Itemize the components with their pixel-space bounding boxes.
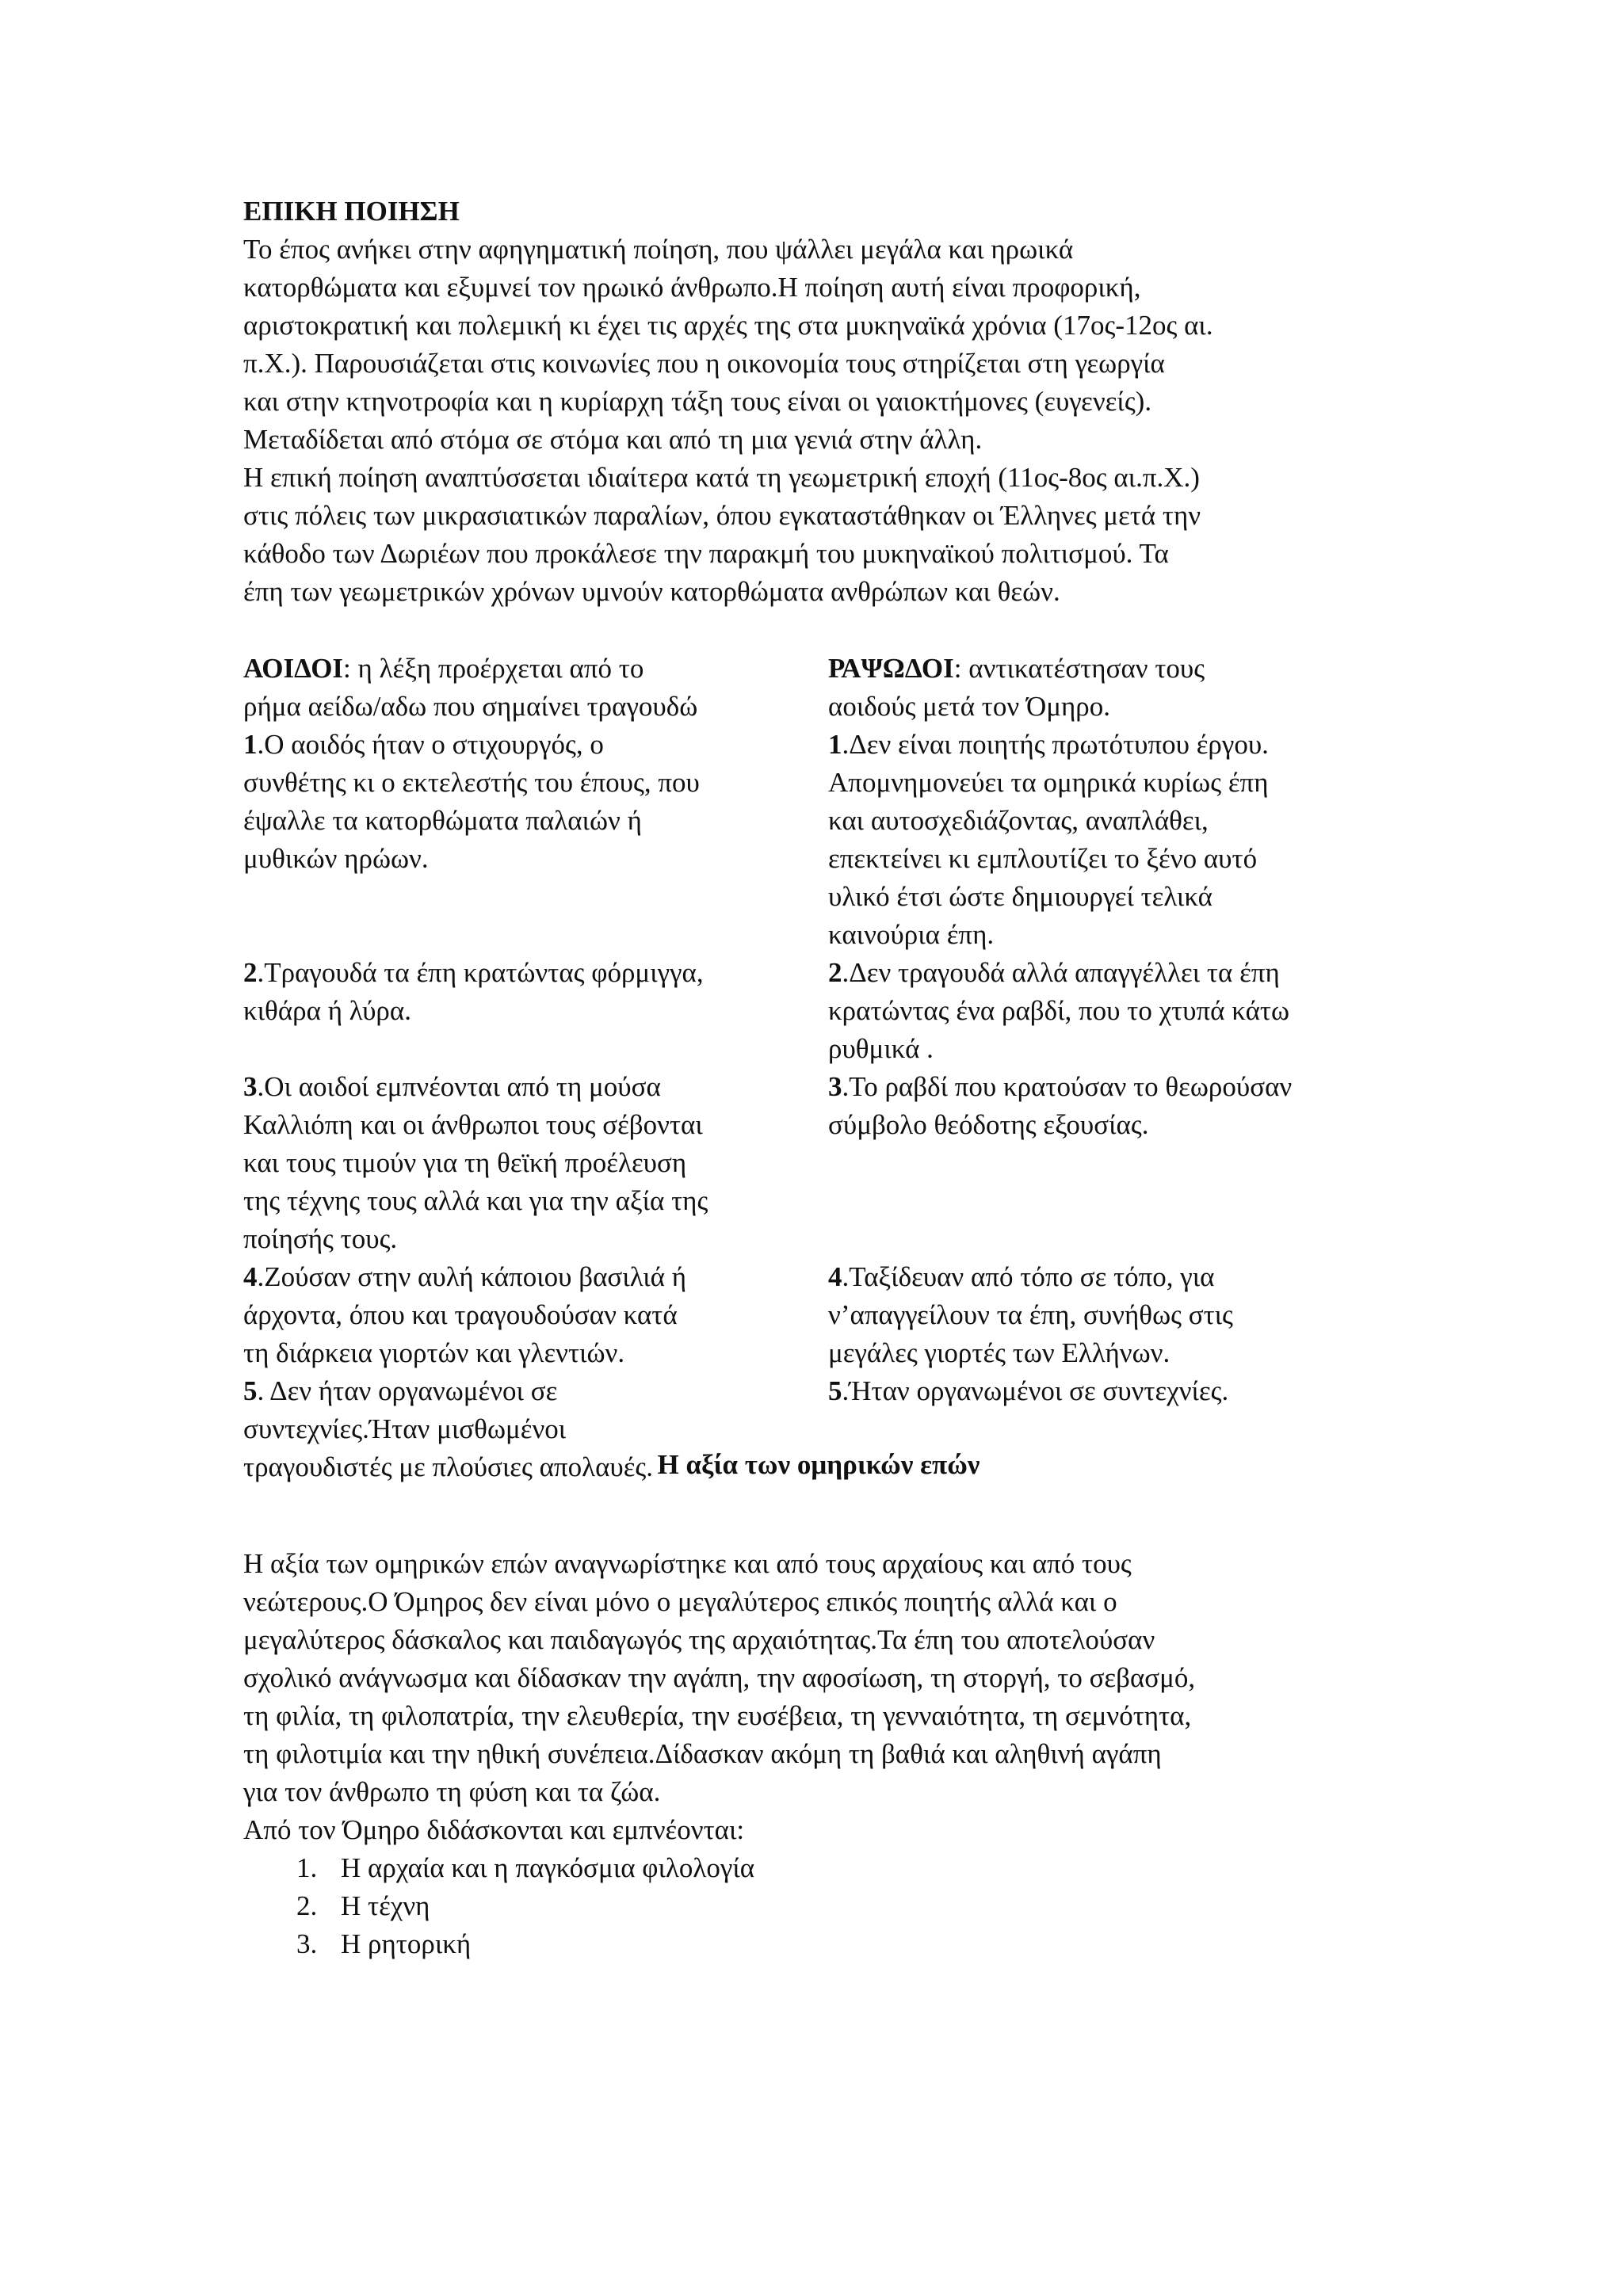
rapsodoi-lead-line2: αοιδούς μετά τον Όμηρο. <box>828 691 1110 722</box>
intro-line: κάθοδο των Δωριέων που προκάλεσε την παρακμή του μυκηναϊκού πολιτισμού. Τα <box>243 538 1169 569</box>
item-number: 2 <box>828 957 842 988</box>
aoidoi-lead-line2: ρήμα αείδω/αδω που σημαίνει τραγουδώ <box>243 691 698 722</box>
item-number: 3 <box>828 1071 842 1102</box>
intro-line: Μεταδίδεται από στόμα σε στόμα και από τη μια γενιά στην άλλη. <box>243 424 983 455</box>
aoidoi-item-4 <box>243 1258 798 1372</box>
aoidoi-item-3 <box>243 1068 798 1258</box>
item-line: μεγάλες γιορτές των Ελλήνων. <box>828 1337 1170 1368</box>
rapsodoi-item-1 <box>828 726 1399 954</box>
item-number: 3 <box>243 1071 258 1102</box>
list-item <box>243 1887 1394 1925</box>
section-line: νεώτερους.Ο Όμηρος δεν είναι μόνο ο μεγαλύτερος επικός ποιητής αλλά και ο <box>243 1586 1117 1617</box>
inspired-list <box>243 1849 1394 1963</box>
item-line: σύμβολο θεόδοτης εξουσίας. <box>828 1109 1149 1140</box>
item-line: και αυτοσχεδιάζοντας, αναπλάθει, <box>828 805 1209 836</box>
section-line: μεγαλύτερος δάσκαλος και παιδαγωγός της αρχαιότητας.Τα έπη του αποτελούσαν <box>243 1624 1155 1655</box>
list-item-text: Η τέχνη <box>341 1890 430 1921</box>
intro-line: στις πόλεις των μικρασιατικών παραλίων, όπου εγκαταστάθηκαν οι Έλληνες μετά την <box>243 500 1201 531</box>
item-line: έψαλλε τα κατορθώματα παλαιών ή <box>243 805 642 836</box>
list-marker: 1. <box>296 1852 318 1883</box>
item-line: ρυθμικά . <box>828 1033 934 1064</box>
aoidoi-lead-text: : η λέξη προέρχεται από το <box>343 653 644 684</box>
list-marker: 2. <box>296 1890 318 1921</box>
intro-line: Το έπος ανήκει στην αφηγηματική ποίηση, που ψάλλει μεγάλα και ηρωικά <box>243 234 1074 265</box>
item-number: 5 <box>828 1375 842 1406</box>
page-heading: ΕΠΙΚΗ ΠΟΙΗΣΗ <box>243 196 460 227</box>
item-line: συντεχνίες.Ήταν μισθωμένοι <box>243 1413 567 1444</box>
rapsodoi-item-2 <box>828 954 1399 1068</box>
item-line: μυθικών ηρώων. <box>243 843 429 874</box>
item-line: τη διάρκεια γιορτών και γλεντιών. <box>243 1337 625 1368</box>
item-line: .Δεν τραγουδά αλλά απαγγέλλει τα έπη <box>842 957 1280 988</box>
item-line: καινούρια έπη. <box>828 919 995 950</box>
intro-line: Η επική ποίηση αναπτύσσεται ιδιαίτερα κατά τη γεωμετρική εποχή (11ος-8ος αι.π.Χ.) <box>243 462 1200 493</box>
item-line: .Το ραβδί που κρατούσαν το θεωρούσαν <box>842 1071 1293 1102</box>
item-line: και τους τιμούν για τη θεϊκή προέλευση <box>243 1147 687 1178</box>
item-line: συνθέτης κι ο εκτελεστής του έπους, που <box>243 767 700 798</box>
item-line: .Τραγουδά τα έπη κρατώντας φόρμιγγα, <box>257 957 704 988</box>
item-number: 1 <box>243 729 258 760</box>
item-line: κρατώντας ένα ραβδί, που το χτυπά κάτω <box>828 995 1290 1026</box>
aoidoi-title: ΑΟΙΔΟΙ <box>243 653 344 684</box>
item-line: .Ήταν οργανωμένοι σε συντεχνίες. <box>842 1375 1229 1406</box>
item-number: 2 <box>243 957 258 988</box>
rapsodoi-lead <box>828 650 1399 726</box>
item-line: .Οι αοιδοί εμπνέονται από τη μούσα <box>257 1071 661 1102</box>
rapsodoi-item-5 <box>828 1372 1399 1410</box>
item-line: Καλλιόπη και οι άνθρωποι τους σέβονται <box>243 1109 703 1140</box>
item-line: .Ζούσαν στην αυλή κάποιου βασιλιά ή <box>257 1261 687 1292</box>
aoidoi-item-1 <box>243 726 798 878</box>
item-line: υλικό έτσι ώστε δημιουργεί τελικά <box>828 881 1213 912</box>
section-line: τη φιλοτιμία και την ηθική συνέπεια.Δίδασκαν ακόμη τη βαθιά και αληθινή αγάπη <box>243 1738 1162 1769</box>
section-line: Η αξία των ομηρικών επών αναγνωρίστηκε και από τους αρχαίους και από τους <box>243 1548 1132 1579</box>
item-line: ποίησής τους. <box>243 1223 398 1254</box>
item-number: 5 <box>243 1375 258 1406</box>
rapsodoi-lead-text: : αντικατέστησαν τους <box>953 653 1205 684</box>
item-number: 4 <box>243 1261 258 1292</box>
intro-paragraph <box>243 231 1394 611</box>
item-line: άρχοντα, όπου και τραγουδούσαν κατά <box>243 1299 678 1330</box>
intro-line: π.Χ.). Παρουσιάζεται στις κοινωνίες που η οικονομία τους στηρίζεται στη γεωργία <box>243 348 1165 379</box>
item-line: .Δεν είναι ποιητής πρωτότυπου έργου. <box>842 729 1269 760</box>
list-item <box>243 1925 1394 1963</box>
section-line: τη φιλία, τη φιλοπατρία, την ελευθερία, την ευσέβεια, τη γενναιότητα, τη σεμνότητα, <box>243 1700 1192 1731</box>
list-item <box>243 1849 1394 1887</box>
item-line: .Ο αοιδός ήταν ο στιχουργός, ο <box>257 729 604 760</box>
item-line: Απομνημονεύει τα ομηρικά κυρίως έπη <box>828 767 1269 798</box>
homeric-value-section <box>243 1545 1394 1963</box>
list-item-text: Η ρητορική <box>341 1928 472 1959</box>
section-line: Από τον Όμηρο διδάσκονται και εμπνέονται: <box>243 1814 745 1845</box>
item-line: . Δεν ήταν οργανωμένοι σε <box>257 1375 558 1406</box>
aoidoi-item-2 <box>243 954 798 1030</box>
item-line: .Ταξίδευαν από τόπο σε τόπο, για <box>842 1261 1215 1292</box>
intro-line: και στην κτηνοτροφία και η κυρίαρχη τάξη τους είναι οι γαιοκτήμονες (ευγενείς). <box>243 386 1152 417</box>
rapsodoi-title: ΡΑΨΩΔΟΙ <box>828 653 954 684</box>
intro-line: έπη των γεωμετρικών χρόνων υμνούν κατορθώματα ανθρώπων και θεών. <box>243 576 1060 607</box>
rapsodoi-item-4 <box>828 1258 1399 1372</box>
document-page <box>243 193 1394 1959</box>
aoidoi-lead <box>243 650 798 726</box>
item-line: της τέχνης τους αλλά και για την αξία της <box>243 1185 708 1216</box>
item-line: ν’απαγγείλουν τα έπη, συνήθως στις <box>828 1299 1233 1330</box>
comparison-columns <box>243 650 1394 1959</box>
item-number: 1 <box>828 729 842 760</box>
section-title: Η αξία των ομηρικών επών <box>657 1449 980 1480</box>
rapsodoi-item-3 <box>828 1068 1399 1144</box>
section-line: σχολικό ανάγνωσμα και δίδασκαν την αγάπη, την αφοσίωση, τη στοργή, το σεβασμό, <box>243 1662 1196 1693</box>
intro-line: αριστοκρατική και πολεμική κι έχει τις αρχές της στα μυκηναϊκά χρόνια (17ος-12ος αι. <box>243 310 1213 341</box>
list-marker: 3. <box>296 1928 318 1959</box>
intro-line: κατορθώματα και εξυμνεί τον ηρωικό άνθρωπο.Η ποίηση αυτή είναι προφορική, <box>243 272 1141 303</box>
item-line: επεκτείνει κι εμπλουτίζει το ξένο αυτό <box>828 843 1258 874</box>
item-number: 4 <box>828 1261 842 1292</box>
list-item-text: Η αρχαία και η παγκόσμια φιλολογία <box>341 1852 755 1883</box>
section-line: για τον άνθρωπο τη φύση και τα ζώα. <box>243 1776 661 1807</box>
item-line: κιθάρα ή λύρα. <box>243 995 411 1026</box>
item-line: τραγουδιστές με πλούσιες απολαυές. <box>243 1451 654 1482</box>
